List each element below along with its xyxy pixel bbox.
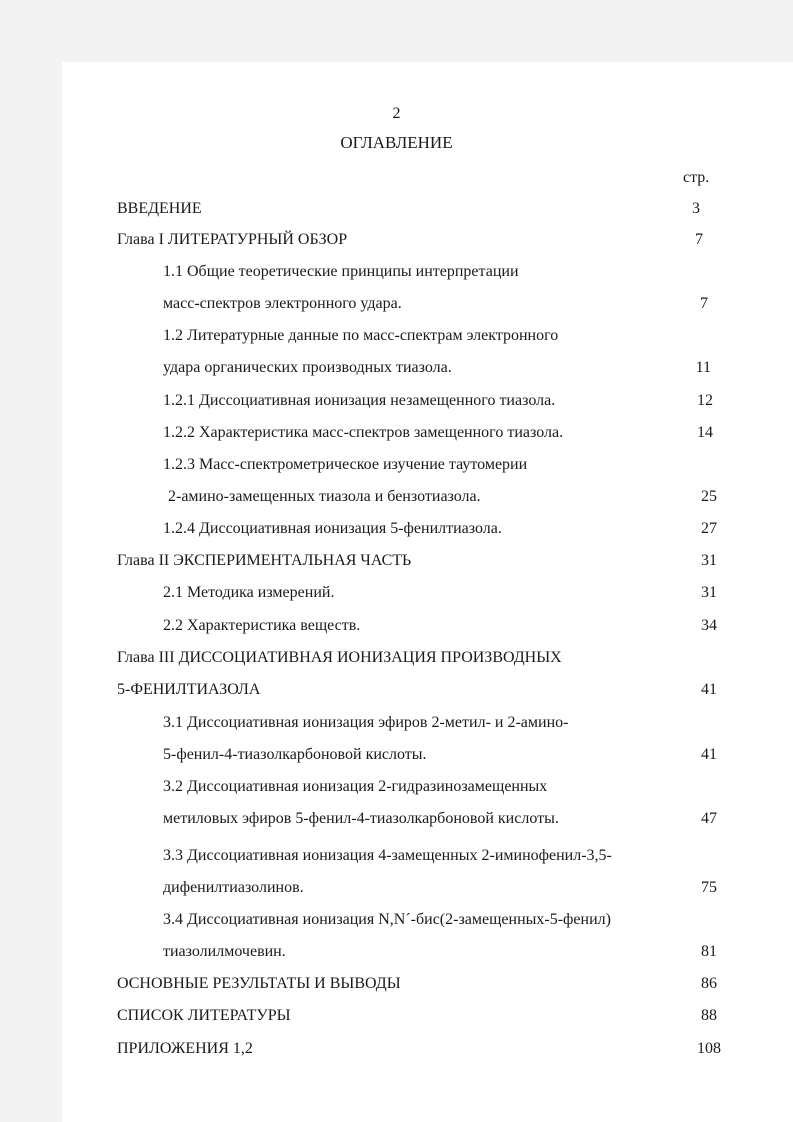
toc-entry-page: 25 xyxy=(701,488,717,505)
toc-entry-text: ВВЕДЕНИЕ xyxy=(117,200,202,217)
toc-entry-page: 47 xyxy=(701,810,717,827)
toc-entry-page: 31 xyxy=(701,584,717,601)
toc-entry-text: 1.2.2 Характеристика масс-спектров замещенного тиазола. xyxy=(163,424,564,441)
toc-entry-page: 12 xyxy=(697,392,713,409)
page-number: 2 xyxy=(392,105,401,122)
toc-entry-text: тиазолилмочевин. xyxy=(163,943,286,960)
toc-entry-text: Глава III ДИССОЦИАТИВНАЯ ИОНИЗАЦИЯ ПРОИЗВОДНЫХ xyxy=(117,649,562,666)
toc-entry-text: метиловых эфиров 5-фенил-4-тиазолкарбоновой кислоты. xyxy=(163,810,559,827)
toc-entry-text: Глава I ЛИТЕРАТУРНЫЙ ОБЗОР xyxy=(117,231,348,248)
toc-entry-text: масс-спектров электронного удара. xyxy=(163,295,402,312)
toc-entry-page: 31 xyxy=(701,552,717,569)
toc-entry-page: 7 xyxy=(700,295,708,312)
toc-entry-page: 7 xyxy=(695,231,703,248)
toc-entry-text: СПИСОК ЛИТЕРАТУРЫ xyxy=(117,1007,291,1024)
toc-entry-page: 41 xyxy=(701,746,717,763)
toc-entry-page: 14 xyxy=(697,424,713,441)
toc-entry-text: 3.1 Диссоциативная ионизация эфиров 2-метил- и 2-амино- xyxy=(163,714,569,731)
toc-entry-text: дифенилтиазолинов. xyxy=(163,879,304,896)
toc-entry-page: 88 xyxy=(701,1007,717,1024)
toc-entry-page: 11 xyxy=(695,359,711,376)
toc-entry-text: 3.3 Диссоциативная ионизация 4-замещенных 2-иминофенил-3,5- xyxy=(163,847,612,864)
toc-entry-page: 81 xyxy=(701,943,717,960)
toc-entry-text: ПРИЛОЖЕНИЯ 1,2 xyxy=(117,1040,253,1057)
toc-entry-text: 1.2.4 Диссоциативная ионизация 5-фенилтиазола. xyxy=(163,520,502,537)
toc-entry-text: 1.2.1 Диссоциативная ионизация незамещенного тиазола. xyxy=(163,392,556,409)
toc-entry-text: 5-фенил-4-тиазолкарбоновой кислоты. xyxy=(163,746,427,763)
toc-entry-page: 34 xyxy=(701,617,717,634)
toc-entry-text: 3.2 Диссоциативная ионизация 2-гидразинозамещенных xyxy=(163,778,548,795)
toc-entry-text: 1.2 Литературные данные по масс-спектрам электронного xyxy=(163,327,559,344)
toc-entry-text: Глава II ЭКСПЕРИМЕНТАЛЬНАЯ ЧАСТЬ xyxy=(117,552,412,569)
toc-entry-page: 75 xyxy=(701,879,717,896)
toc-entry-text: 1.1 Общие теоретические принципы интерпретации xyxy=(163,263,519,280)
toc-entry-page: 27 xyxy=(701,520,717,537)
toc-entry-page: 86 xyxy=(701,975,717,992)
toc-entry-text: 2-амино-замещенных тиазола и бензотиазола. xyxy=(168,488,481,505)
toc-entry-text: 3.4 Диссоциативная ионизация N,N´-бис(2-замещенных-5-фенил) xyxy=(163,911,611,928)
toc-entry-page: 108 xyxy=(697,1040,721,1057)
toc-entry-text: 2.1 Методика измерений. xyxy=(163,584,335,601)
page-title: ОГЛАВЛЕНИЕ xyxy=(340,133,453,152)
page-column-label: стр. xyxy=(683,169,710,186)
toc-entry-text: 2.2 Характеристика веществ. xyxy=(163,617,361,634)
toc-entry-page: 41 xyxy=(701,681,717,698)
toc-entry-text: ОСНОВНЫЕ РЕЗУЛЬТАТЫ И ВЫВОДЫ xyxy=(117,975,401,992)
toc-entry-text: 1.2.3 Масс-спектрометрическое изучение таутомерии xyxy=(163,456,528,473)
toc-entry-page: 3 xyxy=(692,200,700,217)
toc-entry-text: удара органических производных тиазола. xyxy=(163,359,452,376)
toc-entry-text: 5-ФЕНИЛТИАЗОЛА xyxy=(117,681,261,698)
